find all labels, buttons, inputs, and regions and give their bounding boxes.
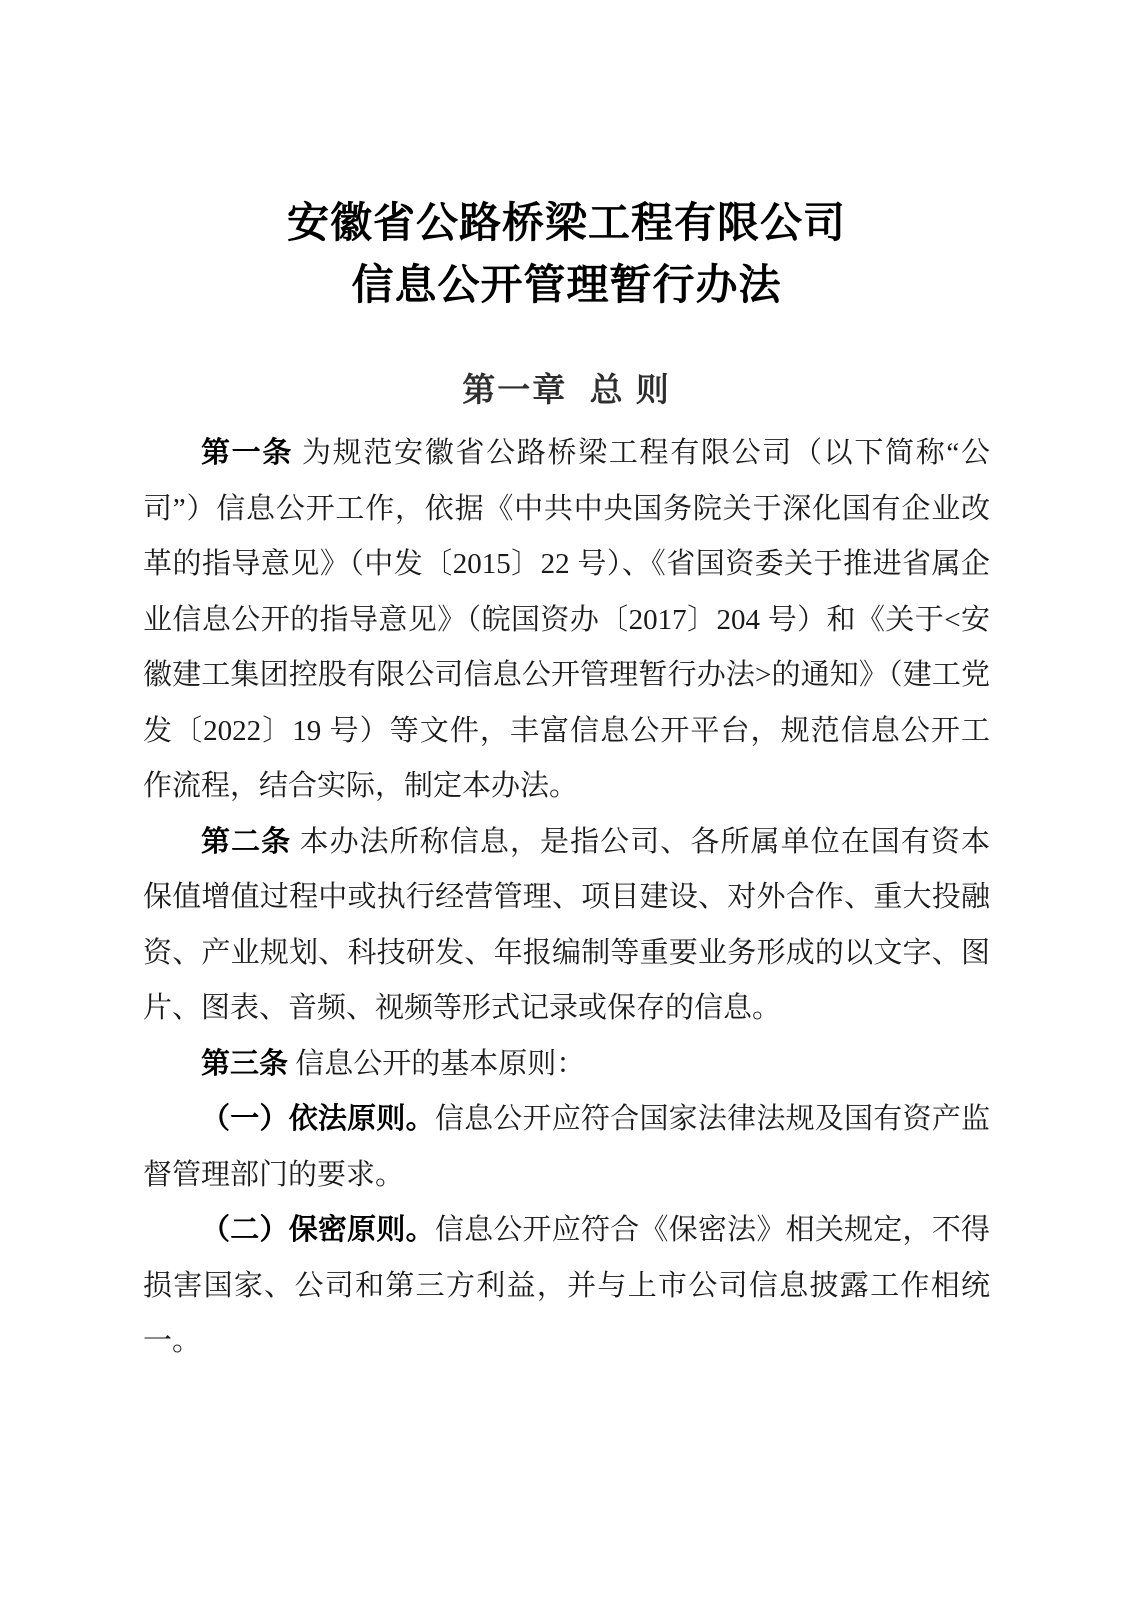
paragraph <box>143 815 990 1037</box>
paragraph-lead: 第三条 <box>201 1047 296 1080</box>
paragraph <box>143 426 990 815</box>
paragraph-text: 信息公开的基本原则： <box>295 1047 586 1080</box>
paragraph-lead: （二）保密原则。 <box>201 1214 435 1246</box>
paragraph-text: 本办法所称信息，是指公司、各所属单位在国有资本保值增值过程中或执行经营管理、项目建设、对外合作、重大投融资、产业规划、科技研发、年报编制等重要业务形成的以文字、图片、图表、音频、视频等形式记录或保存的信息。 <box>143 825 990 1024</box>
document-body <box>143 426 990 1370</box>
paragraph-text: 为规范安徽省公路桥梁工程有限公司（以下简称“公司”）信息公开工作，依据《中共中央国务院关于深化国有企业改革的指导意见》（中发〔2015〕22 号）、《省国资委关于推进省属企业信息公开的指导意见》（皖国资办〔2017〕204 号）和《关于<安徽建工集团控股有限公司信息公开管理暂行办法>的通知》（建工党发〔2022〕19 号）等文件，丰富信息公开平台，规范信息公开工作流程，结合实际，制定本办法。 <box>143 437 990 802</box>
paragraph-lead: 第二条 <box>201 825 300 858</box>
paragraph <box>143 1092 990 1203</box>
paragraph-lead: 第一条 <box>201 437 302 469</box>
document-title <box>143 193 990 317</box>
paragraph <box>143 1203 990 1370</box>
document-title-line1: 安徽省公路桥梁工程有限公司 <box>286 201 846 247</box>
paragraph-text: 信息公开应符合国家法律法规及国有资产监督管理部门的要求。 <box>143 1103 990 1191</box>
paragraph <box>143 1037 990 1093</box>
paragraph-text: 信息公开应符合《保密法》相关规定，不得损害国家、公司和第三方利益，并与上市公司信息披露工作相统一。 <box>143 1214 990 1357</box>
document-title-line2: 信息公开管理暂行办法 <box>351 263 782 309</box>
paragraph-lead: （一）依法原则。 <box>201 1103 435 1135</box>
chapter-heading: 第一章 总 则 <box>462 371 671 408</box>
